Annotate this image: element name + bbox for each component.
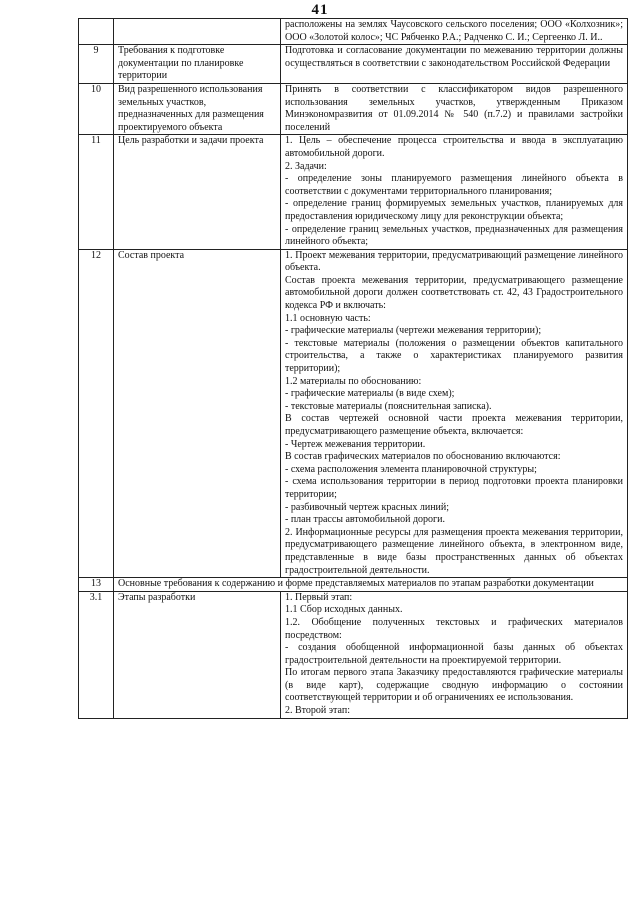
value-paragraph: - схема расположения элемента планировочной структуры;: [285, 463, 537, 475]
value-paragraph: - определение зоны планируемого размещения линейного объекта в соответствии с документами территориального планирования;: [285, 173, 623, 197]
requirement-value: [281, 135, 628, 249]
row-number: 10: [79, 83, 114, 134]
value-paragraph: - определение границ земельных участков, предназначенных для размещения линейного объекта;: [285, 223, 623, 248]
requirement-value: [281, 591, 628, 718]
value-paragraph: расположены на землях Чаусовского сельского поселения; ООО «Колхозник»; ООО «Золотой колос»; ЧС Рябченко Р.А.; Радченко С. И.; Сергеенко Л. И..: [285, 19, 623, 43]
row-number: 12: [79, 249, 114, 577]
value-paragraph: - текстовые материалы (положения о размещении объектов капитального строительства, а также о характеристиках планируемого развития территории);: [285, 337, 623, 375]
value-paragraph: - разбивочный чертеж красных линий;: [285, 501, 450, 513]
requirement-name: [114, 19, 281, 45]
value-paragraph: 1. Первый этап:: [285, 591, 353, 603]
value-paragraph: - графические материалы (в виде схем);: [285, 388, 455, 400]
table-row: [79, 591, 628, 718]
requirement-value: [281, 45, 628, 84]
value-paragraph: В состав чертежей основной части проекта межевания территории, предусматривающего размещение объекта, включается:: [285, 413, 623, 437]
section-heading: Основные требования к содержанию и форме представляемых материалов по этапам разработки документации: [114, 578, 628, 592]
requirement-name: Вид разрешенного использования земельных участков, предназначенных для размещения проектируемого объекта: [114, 83, 281, 134]
row-number: 9: [79, 45, 114, 84]
value-paragraph: 1. Цель – обеспечение процесса строительства и ввода в эксплуатацию автомобильной дороги.: [285, 135, 623, 159]
value-paragraph: 2. Информационные ресурсы для размещения проекта межевания территории, предусматривающего размещение линейного объекта, в электронном виде, представленные в виде базы пространственных данных об объектах градостроительной деятельности.: [285, 526, 623, 576]
requirements-table: [78, 18, 628, 719]
value-paragraph: Принять в соответствии с классификатором видов разрешенного использования земельных участков, утвержденным Приказом Минэкономразвития от 01.09.2014 № 540 (п.7.2) и правилами застройки поселений: [285, 83, 623, 133]
row-number: 11: [79, 135, 114, 249]
value-paragraph: 1.2 материалы по обоснованию:: [285, 375, 422, 387]
value-paragraph: 2. Задачи:: [285, 160, 327, 172]
value-paragraph: 1.1 основную часть:: [285, 312, 371, 324]
row-number: 13: [79, 578, 114, 592]
value-paragraph: - определение границ формируемых земельных участков, планируемых для предоставления юридическому лицу для реконструкции объекта;: [285, 198, 623, 222]
value-paragraph: 1.1 Сбор исходных данных.: [285, 604, 403, 616]
value-paragraph: 2. Второй этап:: [285, 705, 350, 717]
table-row: [79, 45, 628, 84]
requirement-value: [281, 83, 628, 134]
value-paragraph: В состав графических материалов по обоснованию включаются:: [285, 451, 561, 463]
value-paragraph: 1.2. Обобщение полученных текстовых и графических материалов посредством:: [285, 616, 623, 641]
page-number: 41: [311, 2, 329, 18]
requirement-value: [281, 249, 628, 577]
row-number: [79, 19, 114, 45]
requirement-name: Цель разработки и задачи проекта: [114, 135, 281, 249]
value-paragraph: - схема использования территории в период подготовки проекта планировки территории;: [285, 476, 623, 500]
value-paragraph: - Чертеж межевания территории.: [285, 438, 426, 450]
value-paragraph: По итогам первого этапа Заказчику предоставляются графические материалы (в виде карт), содержащие сводную информацию о состоянии соответствующей территории и об ограничениях ее использования.: [285, 667, 623, 704]
value-paragraph: - графические материалы (чертежи межевания территории);: [285, 325, 542, 337]
value-paragraph: - создания обобщенной информационной базы данных об объектах градостроительной деятельности на проектируемой территории.: [285, 642, 623, 666]
table-row: [79, 249, 628, 577]
value-paragraph: 1. Проект межевания территории, предусматривающий размещение линейного объекта.: [285, 249, 623, 274]
table-row: [79, 19, 628, 45]
requirement-value: [281, 19, 628, 45]
requirement-name: Этапы разработки: [114, 591, 281, 718]
value-paragraph: Состав проекта межевания территории, предусматривающего размещение автомобильной дороги должен соответствовать ст. 42, 43 Градостроительного кодекса РФ и включать:: [285, 274, 623, 312]
requirement-name: Состав проекта: [114, 249, 281, 577]
value-paragraph: Подготовка и согласование документации по межеванию территории должны осуществляться в соответствии с законодательством Российской Федерации: [285, 45, 623, 69]
value-paragraph: - текстовые материалы (пояснительная записка).: [285, 400, 492, 412]
table-row: [79, 578, 628, 592]
value-paragraph: - план трассы автомобильной дороги.: [285, 514, 446, 526]
row-number: 3.1: [79, 591, 114, 718]
table-row: [79, 83, 628, 134]
table-row: [79, 135, 628, 249]
requirement-name: Требования к подготовке документации по планировке территории: [114, 45, 281, 84]
